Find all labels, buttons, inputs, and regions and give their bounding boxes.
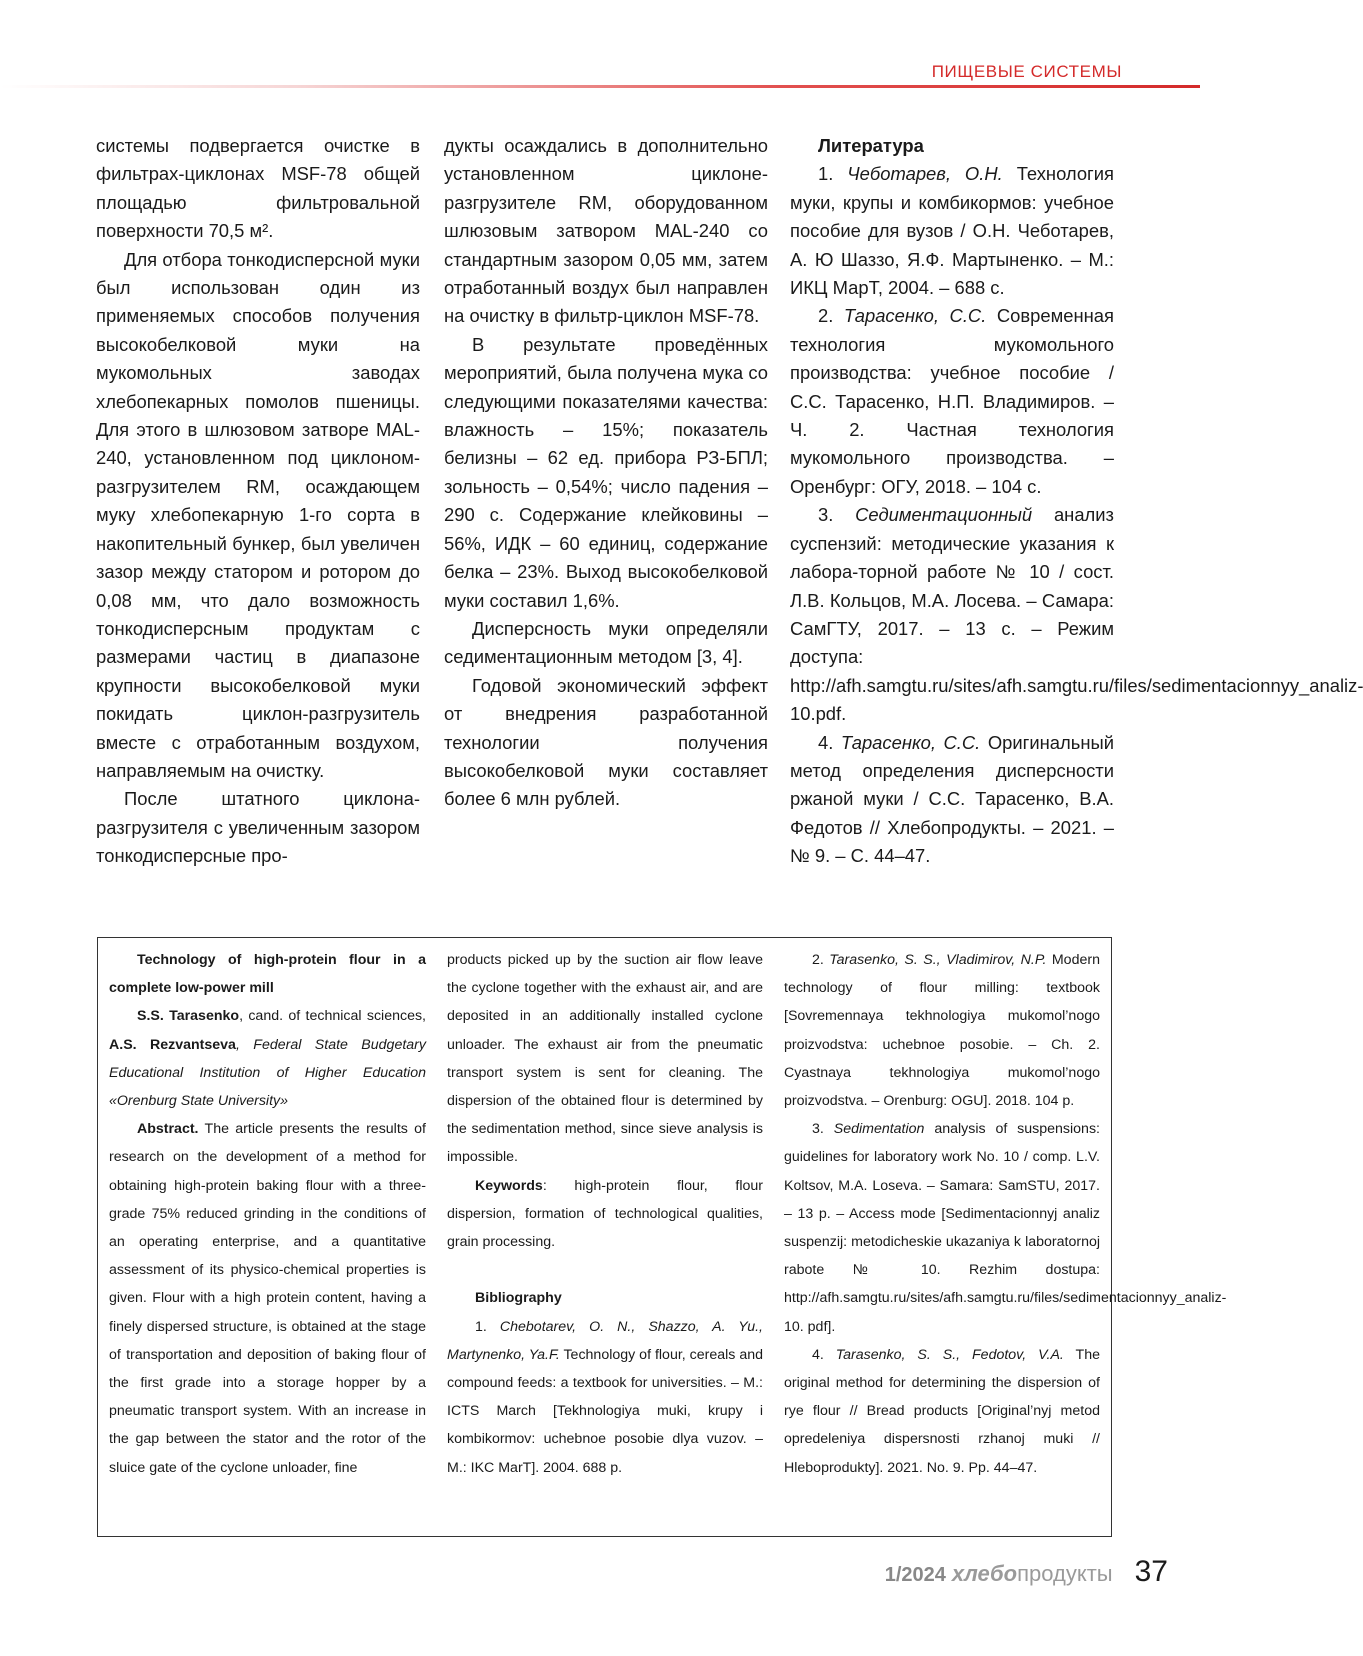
issue-number: 1/2024 bbox=[884, 1564, 946, 1586]
en-reference-item bbox=[784, 946, 1100, 1115]
ru-paragraph: Дисперсность муки определяли седиментационным методом [3, 4]. bbox=[444, 617, 768, 668]
ref-author: Чеботарев, О.Н. bbox=[847, 163, 1003, 185]
header-rule bbox=[0, 85, 1200, 88]
page-footer bbox=[885, 1555, 1168, 1595]
en-keywords bbox=[447, 1172, 763, 1257]
author-name: A.S. Rezvantseva bbox=[109, 1036, 236, 1053]
ref-number: 1. bbox=[475, 1318, 487, 1335]
ref-text: Modern technology of flour milling: textbook [Sovremennaya tekhnologiya mukomol’nogo proizvodstva: uchebnoe posobie. – Ch. 2. Cyastnaya tekhnologiya mukomol’nogo proizvodstva. – Orenburg: OGU]. 2018. 104 p. bbox=[784, 952, 1100, 1110]
ref-text: анализ суспензий: методические указания к лабора-торной работе № 10 / сост. Л.В. Кольцов, М.А. Лосева. – Самара: СамГТУ, 2017. – 13 с. – Режим доступа: http://afh.samgtu.ru/sites/afh.samgtu.ru/files/sedimentacionnyy_analiz-10.pdf. bbox=[790, 504, 1363, 725]
ru-paragraph: После штатного циклона-разгрузителя с увеличенным зазором тонкодисперсные про- bbox=[96, 788, 420, 867]
ref-number: 2. bbox=[812, 952, 824, 968]
ref-author: Тарасенко, С.С. bbox=[840, 731, 981, 753]
author-affiliation: , cand. of technical sciences, bbox=[239, 1008, 426, 1025]
en-title: Technology of high-protein flour in a complete low-power mill bbox=[109, 952, 426, 997]
abstract-text: The article presents the results of research on the development of a method for obtaining high-protein baking flour with a three-grade 75% reduced grinding in the conditions of an operating enterprise, and a quantitative assessment of its physico-chemical properties is given. Flour with a high protein content, having a finely dispersed structure, is obtained at the stage of transportation and deposition of baking flour of the first grade into a storage hopper by a pneumatic transport system. With an increase in the gap between the stator and the rotor of the sluice gate of the cyclone unloader, fine bbox=[109, 1121, 426, 1476]
ru-paragraph: системы подвергается очистке в фильтрах-циклонах MSF-78 общей площадью фильтровальной поверхности 70,5 м². bbox=[96, 135, 420, 242]
ref-author: Тарасенко, С.С. bbox=[843, 305, 987, 327]
ref-author: Chebotarev, O. N., Shazzo, A. Yu., Martynenko, Ya.F. bbox=[447, 1318, 763, 1363]
en-column-2 bbox=[447, 946, 763, 1482]
spacer bbox=[447, 1256, 763, 1284]
en-reference-item bbox=[447, 1313, 763, 1482]
ref-number: 3. bbox=[812, 1121, 824, 1138]
ref-text: Современная технология мукомольного производства: учебное пособие / С.С. Тарасенко, Н.П. Владимиров. – Ч. 2. Частная технология мукомольного производства. – Оренбург: ОГУ, 2018. – 104 с. bbox=[790, 305, 1114, 497]
journal-logo-light: продукты bbox=[1017, 1561, 1113, 1586]
ref-author: Sedimentation bbox=[833, 1121, 925, 1138]
ref-text: Оригинальный метод определения дисперсности ржаной муки / С.С. Тарасенко, В.А. Федотов // Хлебопродукты. – 2021. – № 9. – С. 44–47. bbox=[790, 731, 1114, 867]
ref-author: Седиментационный bbox=[855, 504, 1033, 526]
keywords-text: : high-protein flour, flour dispersion, formation of technological qualities, grain processing. bbox=[447, 1177, 763, 1251]
ref-number: 2. bbox=[818, 305, 834, 327]
ru-paragraph: В результате проведённых мероприятий, была получена мука со следующими показателями качества: влажность – 15%; показатель белизны – 62 ед. прибора РЗ-БПЛ; зольность – 0,54%; число падения – 290 с. Содержание клейковины – 56%, ИДК – 60 единиц, содержание белка – 23%. Выход высокобелковой муки составил 1,6%. bbox=[444, 333, 768, 611]
en-reference-item bbox=[784, 1115, 1227, 1341]
section-title: ПИЩЕВЫЕ СИСТЕМЫ bbox=[931, 62, 1122, 81]
ru-reference-item bbox=[790, 501, 1363, 728]
en-authors bbox=[109, 1002, 426, 1115]
ru-reference-item bbox=[790, 302, 1114, 501]
ref-text: analysis of suspensions: guidelines for laboratory work No. 10 / comp. L.V. Koltsov, M.A. Loseva. – Samara: SamSTU, 2017. – 13 p. – Access mode [Sedimentacionnyj analiz suspenzij: metodicheskie ukazaniya k laboratornoj rabote № 10. Rezhim dostupa: http://afh.samgtu.ru/sites/afh.samgtu.ru/files/sedimentacionnyy_analiz-10. pdf]. bbox=[784, 1121, 1227, 1335]
ref-number: 3. bbox=[818, 504, 834, 526]
page-number: 37 bbox=[1134, 1555, 1168, 1588]
en-reference-item bbox=[784, 1341, 1100, 1482]
ref-author: Tarasenko, S. S., Fedotov, V.A. bbox=[835, 1346, 1064, 1363]
ref-text: The original method for determining the dispersion of rye flour // Bread products [Original’nyj metod opredeleniya dispersnosti rzhanoj muki // Hleboprodukty]. 2021. No. 9. Pp. 44–47. bbox=[784, 1346, 1100, 1476]
ru-reference-item bbox=[790, 160, 1114, 302]
ref-number: 4. bbox=[812, 1346, 824, 1363]
ru-paragraph: Годовой экономический эффект от внедрения разработанной технологии получения высокобелковой муки составляет более 6 млн рублей. bbox=[444, 674, 768, 810]
en-abstract-continued: products picked up by the suction air flow leave the cyclone together with the exhaust air, and are deposited in an additionally installed cyclone unloader. The exhaust air from the pneumatic transport system is sent for cleaning. The dispersion of the obtained flour is determined by the sedimentation method, since sieve analysis is impossible. bbox=[447, 952, 763, 1166]
en-abstract bbox=[109, 1115, 426, 1482]
ru-paragraph: дукты осаждались в дополнительно установленном циклоне-разгрузителе RM, оборудованном шлюзовым затвором MAL-240 со стандартным зазором 0,05 мм, затем отработанный воздух был направлен на очистку в фильтр-циклон MSF-78. bbox=[444, 135, 768, 327]
ru-references-column bbox=[790, 132, 1363, 871]
keywords-label: Keywords bbox=[475, 1177, 543, 1194]
ru-paragraph: Для отбора тонкодисперсной муки был использован один из применяемых способов получения высокобелковой муки на мукомольных заводах хлебопекарных помолов пшеницы. Для этого в шлюзовом затворе MAL-240, установленном под циклоном-разгрузителем RM, осаждающем муку хлебопекарную 1-го сорта в накопительный бункер, был увеличен зазор между статором и ротором до 0,08 мм, что дало возможность тонкодисперсным продуктам с размерами частиц в диапазоне крупности высокобелковой муки покидать циклон-разгрузитель вместе с отработанным воздухом, направляемым на очистку. bbox=[96, 248, 420, 781]
ref-author: Tarasenko, S. S., Vladimirov, N.P. bbox=[829, 952, 1047, 968]
en-column-3 bbox=[784, 946, 1227, 1482]
en-bibliography-heading: Bibliography bbox=[475, 1290, 562, 1307]
ru-column-1 bbox=[96, 132, 420, 871]
ru-column-2 bbox=[444, 132, 768, 814]
ref-number: 1. bbox=[818, 163, 834, 185]
ref-text: Technology of flour, cereals and compound feeds: a textbook for universities. – M.: ICTS March [Tekhnologiya muki, krupy i kombikormov: uchebnoe posobie dlya vuzov. – M.: IKC MarT]. 2004. 688 p. bbox=[447, 1346, 764, 1476]
journal-logo-bold: хлебо bbox=[951, 1561, 1018, 1586]
ru-references-heading: Литература bbox=[818, 135, 924, 156]
en-column-1 bbox=[109, 946, 426, 1482]
author-affiliation: , Federal State Budgetary Educational Institution of Higher Education «Orenburg State University» bbox=[109, 1036, 426, 1110]
author-name: S.S. Tarasenko bbox=[137, 1008, 240, 1025]
ref-text: Технология муки, крупы и комбикормов: учебное пособие для вузов / О.Н. Чеботарев, А. Ю Шаззо, Я.Ф. Мартыненко. – М.: ИКЦ МарТ, 2004. – 688 с. bbox=[790, 163, 1114, 299]
ru-reference-item bbox=[790, 729, 1114, 871]
ref-number: 4. bbox=[818, 731, 834, 753]
abstract-label: Abstract. bbox=[137, 1121, 199, 1138]
